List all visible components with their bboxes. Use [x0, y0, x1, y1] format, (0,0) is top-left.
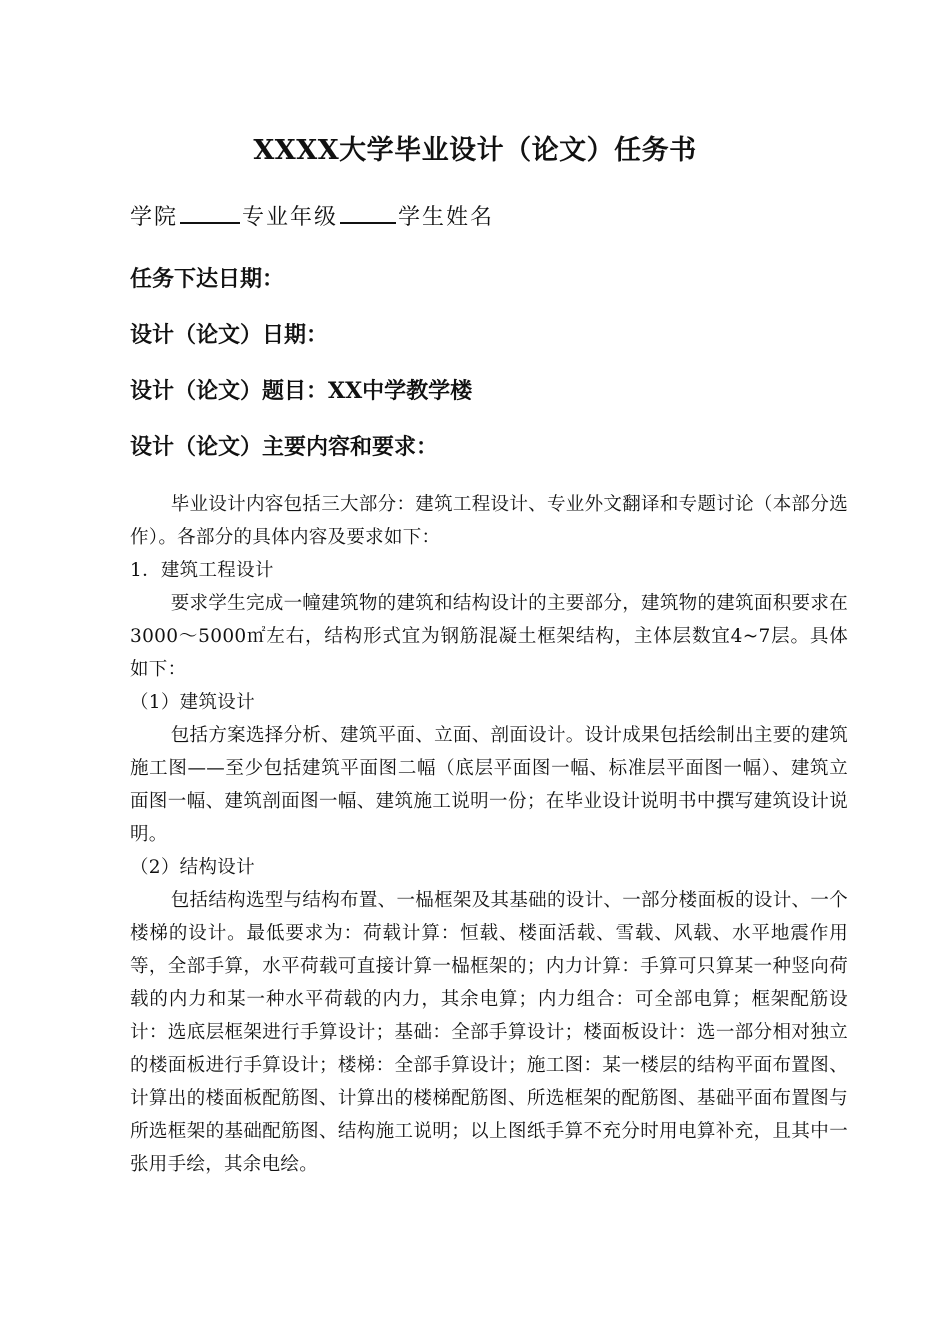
intro-paragraph: 毕业设计内容包括三大部分：建筑工程设计、专业外文翻译和专题讨论（本部分选作）。各部分的具体内容及要求如下：	[130, 494, 848, 548]
document-title: XXXX大学毕业设计（论文）任务书	[253, 135, 697, 166]
subsection2-paragraph: 包括结构选型与结构布置、一榀框架及其基础的设计、一部分楼面板的设计、一个楼梯的设计。最低要求为：荷载计算：恒载、楼面活载、雪载、风载、水平地震作用等，全部手算，水平荷载可直接计算一榀框架的；内力计算：手算可只算某一种竖向荷载的内力和某一种水平荷载的内力，其余电算；内力组合：可全部电算；框架配筋设计：选底层框架进行手算设计；基础：全部手算设计；楼面板设计：选一部分相对独立的楼面板进行手算设计；楼梯：全部手算设计；施工图：某一楼层的结构平面布置图、计算出的楼面板配筋图、计算出的楼梯配筋图、所选框架的配筋图、基础平面布置图与所选框架的基础配筋图、结构施工说明；以上图纸手算不充分时用电算补充，且其中一张用手绘，其余电绘。	[130, 890, 848, 1175]
subsection2-heading: （2）结构设计	[130, 857, 255, 878]
student-name-label: 学生姓名	[398, 205, 495, 230]
major-label: 专业年级	[242, 205, 339, 230]
college-blank	[180, 218, 240, 224]
thesis-content-heading: 设计（论文）主要内容和要求：	[130, 434, 439, 460]
thesis-date-field: 设计（论文）日期：	[130, 322, 329, 348]
requirements-body	[130, 488, 848, 1181]
section1-paragraph: 要求学生完成一幢建筑物的建筑和结构设计的主要部分，建筑物的建筑面积要求在3000～5000㎡左右，结构形式宜为钢筋混凝土框架结构，主体层数宜4~7层。具体如下：	[130, 593, 848, 680]
thesis-topic-field: 设计（论文）题目：XX中学教学楼	[130, 378, 473, 404]
major-blank	[340, 218, 396, 224]
subsection1-heading: （1）建筑设计	[130, 692, 255, 713]
college-label: 学院	[130, 205, 179, 230]
student-info-line	[130, 200, 494, 231]
section1-heading: 1．建筑工程设计	[130, 560, 274, 581]
subsection1-paragraph: 包括方案选择分析、建筑平面、立面、剖面设计。设计成果包括绘制出主要的建筑施工图——至少包括建筑平面图二幅（底层平面图一幅、标准层平面图一幅）、建筑立面图一幅、建筑剖面图一幅、建筑施工说明一份；在毕业设计说明书中撰写建筑设计说明。	[130, 725, 848, 845]
issue-date-field: 任务下达日期：	[130, 266, 285, 292]
